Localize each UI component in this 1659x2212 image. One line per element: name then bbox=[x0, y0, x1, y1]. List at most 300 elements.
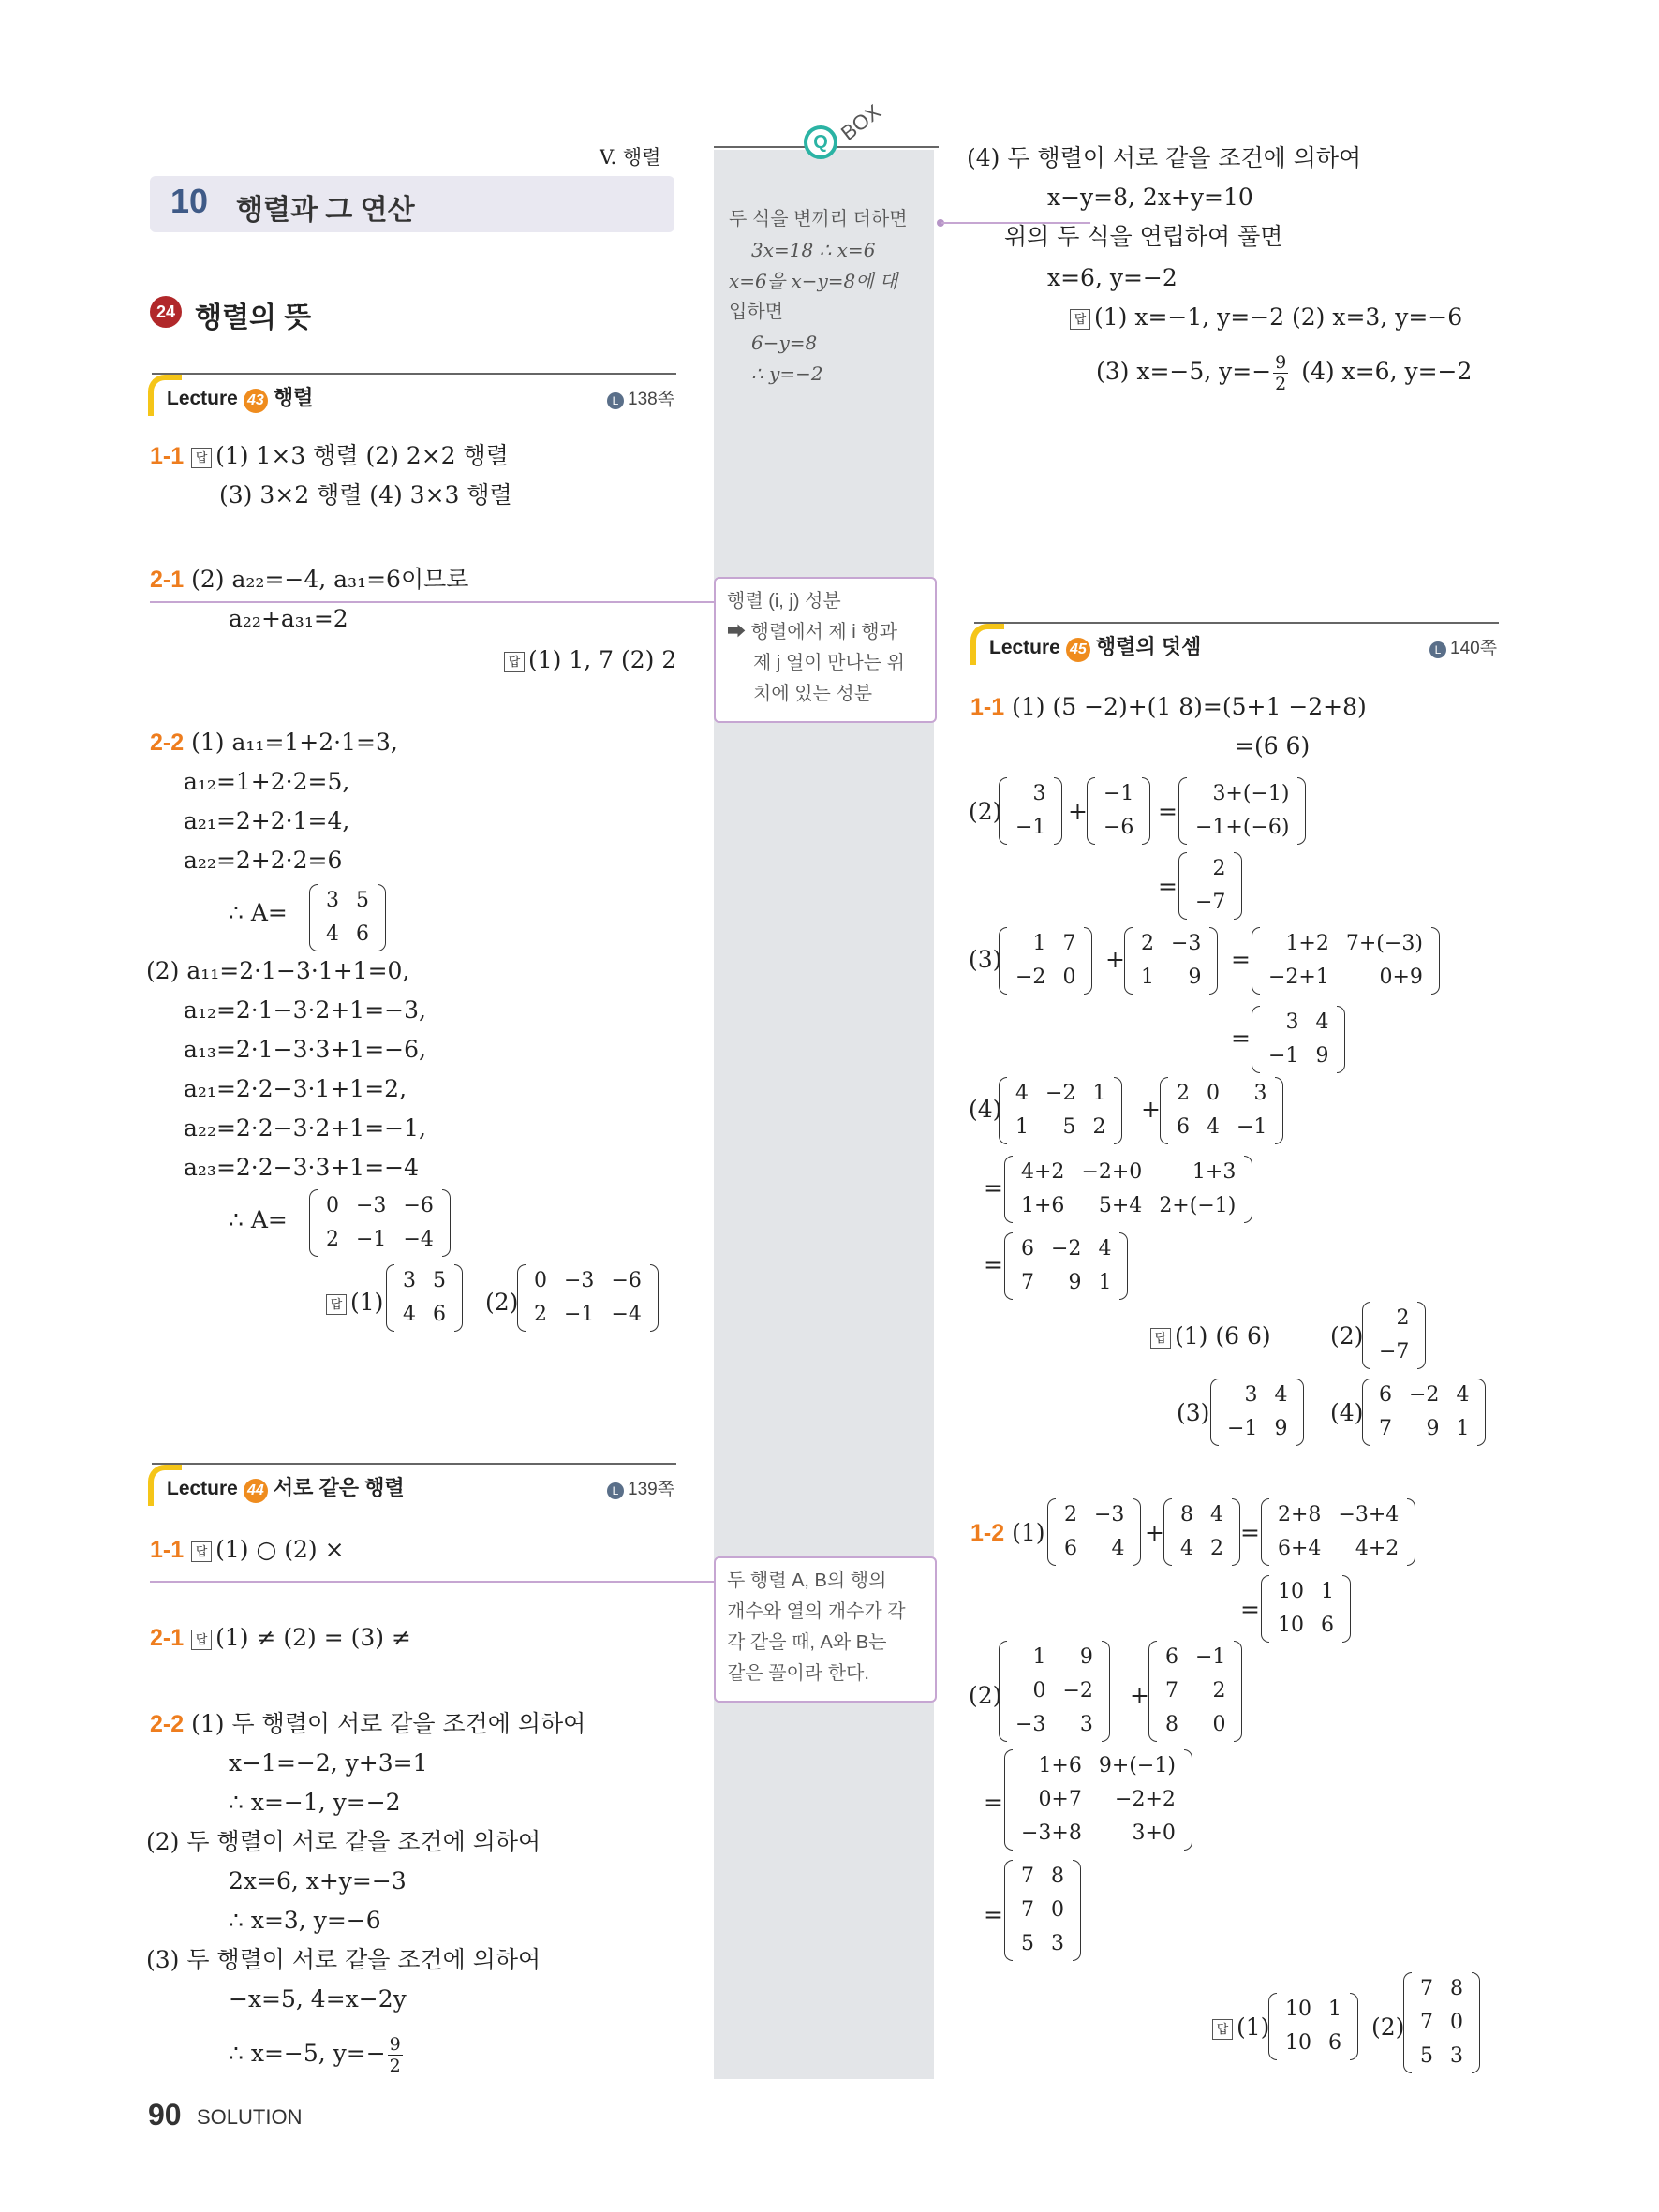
answer-mark: 답 bbox=[504, 652, 525, 672]
lecture-word: Lecture bbox=[989, 637, 1060, 658]
lecture-title: 서로 같은 행렬 bbox=[273, 1476, 405, 1499]
matrix-bracket bbox=[1350, 1993, 1358, 2060]
matrix-body bbox=[1172, 1498, 1232, 1566]
matrix bbox=[517, 1264, 659, 1332]
matrix-cell: 6 bbox=[1321, 1614, 1334, 1637]
answer-text: (3) x=−5, y=− bbox=[1096, 358, 1272, 385]
matrix-cell: 6 bbox=[1021, 1237, 1034, 1261]
answer-text: (1) (6 6) bbox=[1175, 1322, 1271, 1349]
matrix-cell: −3+4 bbox=[1338, 1503, 1400, 1526]
equals-sign: = bbox=[984, 1174, 1003, 1202]
matrix bbox=[1004, 1232, 1128, 1300]
matrix-cell: 6 bbox=[433, 1303, 446, 1326]
matrix-cell: 4 bbox=[1111, 1537, 1125, 1560]
chapter-number: 10 bbox=[170, 182, 209, 220]
matrix-cell: −3 bbox=[1171, 932, 1202, 955]
matrix bbox=[386, 1264, 463, 1332]
matrix-body bbox=[1013, 1232, 1119, 1300]
answer-mark: 답 bbox=[191, 1541, 212, 1562]
box-q-icon bbox=[804, 125, 837, 159]
lecture-word: Lecture bbox=[167, 1478, 238, 1499]
matrix-body bbox=[1219, 1379, 1296, 1446]
matrix-cell: 3+0 bbox=[1132, 1821, 1176, 1845]
problem-number: 1-2 bbox=[970, 1520, 1005, 1546]
matrix-cell: 0+9 bbox=[1379, 966, 1423, 989]
matrix-bracket bbox=[999, 927, 1007, 995]
solution-line: 2x=6, x+y=−3 bbox=[229, 1867, 407, 1895]
problem-44-2-2 bbox=[150, 1710, 585, 1738]
matrix-cell: 1 bbox=[1098, 1271, 1112, 1294]
matrix-cell: 6+4 bbox=[1278, 1537, 1322, 1560]
box-note-line: 개수와 열의 개수가 각 bbox=[727, 1601, 906, 1622]
answer-text: (1) bbox=[1237, 2013, 1270, 2041]
matrix-cell: 4 bbox=[1015, 1082, 1029, 1105]
matrix-bracket bbox=[1004, 1749, 1013, 1851]
section-header: V. 행렬 bbox=[600, 146, 661, 169]
box-note-line: 같은 꼴이라 한다. bbox=[727, 1663, 869, 1684]
matrix-body bbox=[1013, 1860, 1073, 1961]
problem-number: 2-2 bbox=[150, 730, 185, 756]
matrix bbox=[1004, 1749, 1192, 1851]
matrix-cell: 10 bbox=[1278, 1614, 1304, 1637]
solution-line: ∴ A= bbox=[229, 899, 288, 926]
matrix-body bbox=[1187, 852, 1234, 920]
matrix-cell: 2 bbox=[1141, 932, 1154, 955]
matrix-cell: −2 bbox=[1045, 1082, 1076, 1105]
fraction-numerator: 9 bbox=[1275, 352, 1287, 373]
matrix-cell: −2+1 bbox=[1268, 966, 1329, 989]
fraction-denominator: 2 bbox=[389, 2056, 401, 2076]
matrix-cell: 4 bbox=[1315, 1010, 1329, 1034]
matrix-cell: 0 bbox=[326, 1194, 339, 1217]
lecture-45-heading bbox=[989, 631, 1201, 662]
matrix bbox=[1124, 927, 1218, 995]
matrix-bracket bbox=[1054, 777, 1062, 845]
matrix-cell: 3 bbox=[1285, 1010, 1299, 1034]
problem-number: 2-1 bbox=[150, 567, 185, 593]
matrix bbox=[309, 884, 386, 951]
solution-line: ∴ A= bbox=[229, 1206, 288, 1233]
equals-sign: = bbox=[1231, 1025, 1251, 1052]
matrix-bracket bbox=[1210, 1379, 1219, 1446]
matrix-cell: 7+(−3) bbox=[1345, 932, 1423, 955]
matrix bbox=[1148, 1641, 1242, 1742]
matrix-bracket bbox=[1252, 927, 1260, 995]
matrix-bracket bbox=[1004, 1156, 1013, 1223]
matrix-bracket bbox=[1184, 1749, 1192, 1851]
answer-text: (2) bbox=[485, 1289, 519, 1316]
matrix-bracket bbox=[1004, 1232, 1013, 1300]
box-note-line: 각 같을 때, A와 B는 bbox=[727, 1632, 887, 1653]
matrix-bracket bbox=[1362, 1379, 1370, 1446]
box-q-letter: Q bbox=[813, 132, 828, 153]
matrix-bracket bbox=[1268, 1993, 1277, 2060]
matrix-cell: 4 bbox=[1274, 1383, 1288, 1407]
equals-sign: = bbox=[984, 1901, 1003, 1928]
matrix-cell: 2 bbox=[326, 1228, 339, 1251]
matrix-cell: 7 bbox=[1021, 1898, 1034, 1922]
solution-line: x=6, y=−2 bbox=[1047, 264, 1178, 291]
matrix-bracket bbox=[1362, 1302, 1370, 1369]
matrix-cell: 7 bbox=[1021, 1271, 1034, 1294]
matrix-cell: 6 bbox=[1064, 1537, 1077, 1560]
matrix-cell: 6 bbox=[1165, 1645, 1178, 1669]
solution-line: (1) (5 −2)+(1 8)=(5+1 −2+8) bbox=[1012, 693, 1367, 720]
answer-45-1-1 bbox=[1150, 1322, 1271, 1350]
matrix-bracket bbox=[1407, 1498, 1415, 1566]
matrix-cell: 6 bbox=[1177, 1115, 1190, 1139]
matrix-cell: −7 bbox=[1379, 1340, 1410, 1364]
problem-44-2-1 bbox=[150, 1624, 411, 1652]
matrix-cell: 5 bbox=[1420, 2044, 1433, 2068]
part-label: (2) bbox=[969, 798, 1002, 825]
matrix-cell: −4 bbox=[611, 1303, 642, 1326]
matrix-bracket bbox=[1234, 852, 1242, 920]
answer-mark: 답 bbox=[1150, 1328, 1171, 1349]
matrix-cell: 2 bbox=[534, 1303, 547, 1326]
matrix-bracket bbox=[1403, 1972, 1412, 2073]
matrix-body bbox=[1157, 1641, 1234, 1742]
problem-2-1 bbox=[150, 566, 468, 594]
page-number: 90 bbox=[148, 2098, 182, 2131]
matrix-cell: −2 bbox=[1015, 966, 1046, 989]
matrix-body bbox=[318, 884, 378, 951]
matrix-cell: 5+4 bbox=[1098, 1194, 1143, 1217]
answer-text: (1) ○ (2) × bbox=[215, 1536, 345, 1563]
matrix-cell: 4 bbox=[1210, 1503, 1223, 1526]
connector-line bbox=[150, 1581, 714, 1583]
matrix-bracket bbox=[1073, 1860, 1081, 1961]
matrix-bracket bbox=[1337, 1006, 1345, 1073]
matrix-cell: 0+7 bbox=[1038, 1788, 1082, 1811]
solution-line: (1) a₁₁=1+2·1=3, bbox=[191, 729, 398, 756]
matrix bbox=[1362, 1379, 1486, 1446]
matrix-cell: 2+8 bbox=[1278, 1503, 1322, 1526]
problem-number: 1-1 bbox=[150, 1537, 185, 1563]
matrix-cell: 7 bbox=[1165, 1679, 1178, 1703]
matrix-body bbox=[1277, 1993, 1350, 2060]
problem-1-1 bbox=[150, 442, 509, 470]
problem-2-2 bbox=[150, 729, 398, 757]
part-label: (1) bbox=[1012, 1519, 1045, 1546]
matrix-cell: 4 bbox=[1456, 1383, 1470, 1407]
matrix-cell: 2+(−1) bbox=[1159, 1194, 1237, 1217]
matrix-cell: 8 bbox=[1180, 1503, 1193, 1526]
matrix-cell: 2 bbox=[1177, 1082, 1190, 1105]
matrix-bracket bbox=[1252, 1006, 1260, 1073]
matrix-cell: 6 bbox=[1328, 2031, 1341, 2055]
matrix-body bbox=[1007, 1641, 1102, 1742]
box-note-line: 두 행렬 A, B의 행의 bbox=[727, 1571, 887, 1591]
part-label: (4) bbox=[969, 1096, 1002, 1123]
matrix-bracket bbox=[1119, 1232, 1128, 1300]
matrix bbox=[1004, 1860, 1081, 1961]
lecture-title: 행렬 bbox=[273, 386, 314, 409]
solution-line: a₁₂=2·1−3·2+1=−3, bbox=[184, 996, 426, 1024]
box-note-line: 제 j 열이 만나는 위 bbox=[753, 653, 905, 673]
matrix-cell: 3 bbox=[1079, 1713, 1093, 1736]
matrix bbox=[1087, 777, 1150, 845]
fraction bbox=[388, 2034, 403, 2076]
matrix-cell: 2 bbox=[1396, 1306, 1410, 1330]
page-ref: 139쪽 bbox=[628, 1480, 675, 1499]
matrix-cell: 1+6 bbox=[1021, 1194, 1065, 1217]
answer-2-2 bbox=[326, 1289, 383, 1317]
matrix-bracket bbox=[378, 884, 386, 951]
part-label: (3) bbox=[969, 946, 1002, 973]
matrix-cell: 6 bbox=[1379, 1383, 1392, 1407]
matrix-bracket bbox=[999, 777, 1007, 845]
matrix-cell: 5 bbox=[433, 1269, 446, 1292]
matrix-cell: −1 bbox=[1237, 1115, 1267, 1139]
matrix bbox=[1004, 1156, 1252, 1223]
matrix-cell: 3 bbox=[326, 889, 339, 912]
equals-sign: = bbox=[984, 1789, 1003, 1816]
problem-number: 2-1 bbox=[150, 1625, 185, 1651]
matrix-body bbox=[1133, 927, 1209, 995]
matrix-cell: 3 bbox=[403, 1269, 416, 1292]
matrix-cell: 0 bbox=[534, 1269, 547, 1292]
matrix-body bbox=[1007, 777, 1054, 845]
equals-sign: = bbox=[1158, 798, 1178, 825]
matrix-cell: 8 bbox=[1450, 1977, 1463, 2000]
matrix-body bbox=[1187, 777, 1297, 845]
matrix-cell: 4+2 bbox=[1355, 1537, 1400, 1560]
matrix-cell: 9 bbox=[1068, 1271, 1082, 1294]
solution-line bbox=[229, 2034, 403, 2076]
matrix-cell: 3 bbox=[1032, 782, 1046, 805]
matrix-bracket bbox=[1114, 1077, 1122, 1144]
chapter-title: 행렬과 그 연산 bbox=[236, 195, 415, 226]
matrix-cell: 9+(−1) bbox=[1098, 1754, 1176, 1777]
matrix-bracket bbox=[1209, 927, 1218, 995]
matrix-bracket bbox=[1160, 1077, 1168, 1144]
matrix-cell: 4 bbox=[1180, 1537, 1193, 1560]
matrix-cell: −1+(−6) bbox=[1195, 816, 1290, 839]
topic-badge bbox=[150, 296, 182, 328]
matrix-cell: 0 bbox=[1450, 2011, 1463, 2034]
matrix-bracket bbox=[1163, 1498, 1172, 1566]
matrix-bracket bbox=[1261, 1575, 1269, 1643]
matrix-bracket bbox=[999, 1077, 1007, 1144]
solution-line: a₂₂+a₃₁=2 bbox=[229, 605, 348, 632]
footer-label: SOLUTION bbox=[197, 2105, 303, 2129]
matrix bbox=[1252, 1006, 1345, 1073]
matrix-bracket bbox=[1178, 852, 1187, 920]
matrix-bracket bbox=[1084, 927, 1092, 995]
problem-number: 1-1 bbox=[150, 443, 185, 469]
matrix bbox=[999, 927, 1092, 995]
matrix-bracket bbox=[1234, 1641, 1242, 1742]
equals-sign: = bbox=[1240, 1596, 1260, 1623]
matrix-cell: 9 bbox=[1426, 1417, 1440, 1440]
matrix-body bbox=[1269, 1498, 1407, 1566]
matrix-cell: −3 bbox=[1015, 1713, 1046, 1736]
problem-45-1-1 bbox=[970, 693, 1367, 721]
matrix-cell: 1 bbox=[1015, 1115, 1029, 1139]
solution-line: x−1=−2, y+3=1 bbox=[229, 1749, 428, 1777]
solution-text: ∴ x=−5, y=− bbox=[229, 2040, 386, 2067]
solution-line: =(6 6) bbox=[1235, 732, 1311, 759]
solution-line: a₂₁=2·2−3·1+1=2, bbox=[184, 1075, 407, 1102]
matrix-body bbox=[318, 1189, 442, 1257]
box-note-line: 3x=18 ∴ x=6 bbox=[751, 239, 876, 261]
answer-text: (1) x=−1, y=−2 (2) x=3, y=−6 bbox=[1094, 303, 1463, 331]
answer-2-1 bbox=[504, 646, 676, 674]
matrix-cell: 8 bbox=[1051, 1865, 1064, 1888]
answer-mark: 답 bbox=[326, 1294, 347, 1315]
box-note-line: x=6을 x−y=8에 대 bbox=[729, 270, 898, 292]
fraction-numerator: 9 bbox=[389, 2034, 401, 2055]
answer-text: (1) 1, 7 (2) 2 bbox=[528, 646, 677, 673]
topic-title: 행렬의 뜻 bbox=[195, 302, 312, 333]
box-note-line: 6−y=8 bbox=[751, 332, 818, 354]
matrix-cell: 2 bbox=[1210, 1537, 1223, 1560]
matrix-bracket bbox=[442, 1189, 451, 1257]
matrix-cell: 4 bbox=[326, 922, 339, 946]
lecture-43-heading bbox=[167, 382, 313, 413]
matrix-body bbox=[1168, 1077, 1275, 1144]
matrix-cell: −2+2 bbox=[1115, 1788, 1176, 1811]
matrix-cell: −7 bbox=[1195, 891, 1226, 914]
matrix-body bbox=[1412, 1972, 1472, 2073]
matrix-body bbox=[1056, 1498, 1133, 1566]
matrix-cell: 7 bbox=[1062, 932, 1076, 955]
matrix-cell: 1 bbox=[1092, 1082, 1106, 1105]
matrix-cell: −1 bbox=[1104, 782, 1134, 805]
matrix-cell: 1 bbox=[1032, 1645, 1046, 1669]
matrix-bracket bbox=[1232, 1498, 1240, 1566]
page-ref-icon: L bbox=[1429, 641, 1446, 658]
matrix-cell: −2 bbox=[1409, 1383, 1440, 1407]
matrix-cell: −1 bbox=[564, 1303, 595, 1326]
matrix-cell: −3 bbox=[564, 1269, 595, 1292]
lecture-number: 44 bbox=[244, 1479, 268, 1503]
matrix-cell: 4 bbox=[1207, 1115, 1220, 1139]
matrix-cell: −3+8 bbox=[1021, 1821, 1082, 1845]
answer-44-2-2 bbox=[1070, 303, 1462, 332]
solution-line: a₂₁=2+2·1=4, bbox=[184, 807, 350, 834]
matrix-cell: 1+6 bbox=[1038, 1754, 1082, 1777]
solution-line: (3) 두 행렬이 서로 같을 조건에 의하여 bbox=[146, 1946, 541, 1973]
lecture-44-pageref bbox=[607, 1475, 674, 1500]
matrix bbox=[1178, 777, 1306, 845]
matrix-cell: 5 bbox=[1062, 1115, 1076, 1139]
box-note-line: 두 식을 변끼리 더하면 bbox=[729, 209, 908, 229]
matrix-cell: 3+(−1) bbox=[1212, 782, 1290, 805]
matrix bbox=[999, 777, 1062, 845]
matrix-cell: 1+2 bbox=[1285, 932, 1329, 955]
solution-line: (4) 두 행렬이 서로 같을 조건에 의하여 bbox=[967, 144, 1362, 171]
matrix-bracket bbox=[309, 1189, 318, 1257]
matrix-cell: 1 bbox=[1321, 1580, 1334, 1603]
problem-44-1-1 bbox=[150, 1536, 345, 1564]
plus-sign: + bbox=[1068, 798, 1088, 825]
lecture-45-line bbox=[974, 622, 1499, 624]
matrix-cell: 9 bbox=[1079, 1645, 1093, 1669]
matrix-cell: 4+2 bbox=[1021, 1160, 1065, 1184]
matrix-bracket bbox=[1124, 927, 1133, 995]
matrix-cell: 1 bbox=[1032, 932, 1046, 955]
matrix-cell: −1 bbox=[356, 1228, 387, 1251]
matrix-cell: 1 bbox=[1141, 966, 1154, 989]
matrix-cell: −6 bbox=[611, 1269, 642, 1292]
solution-line: ∴ x=3, y=−6 bbox=[229, 1907, 381, 1934]
lecture-45-pageref bbox=[1429, 634, 1497, 659]
matrix-cell: 5 bbox=[356, 889, 369, 912]
matrix-cell: 3 bbox=[1253, 1082, 1267, 1105]
matrix-body bbox=[1007, 927, 1084, 995]
matrix bbox=[1160, 1077, 1283, 1144]
solution-line: 위의 두 식을 연립하여 풀면 bbox=[1004, 223, 1283, 250]
matrix-bracket bbox=[1275, 1077, 1283, 1144]
matrix-bracket bbox=[1142, 777, 1150, 845]
matrix-bracket bbox=[1297, 777, 1306, 845]
equals-sign: = bbox=[1231, 946, 1251, 973]
plus-sign: + bbox=[1130, 1682, 1149, 1709]
matrix-cell: 3 bbox=[1244, 1383, 1258, 1407]
solution-line: a₂₂=2+2·2=6 bbox=[184, 847, 343, 874]
box-note-3 bbox=[714, 1556, 937, 1703]
matrix-body bbox=[1370, 1302, 1417, 1369]
lecture-number: 45 bbox=[1066, 638, 1090, 662]
matrix-cell: 10 bbox=[1285, 1998, 1311, 2021]
matrix-cell: −3 bbox=[356, 1194, 387, 1217]
matrix-cell: 10 bbox=[1285, 2031, 1311, 2055]
box-note-line: 입하면 bbox=[729, 302, 783, 322]
matrix-bracket bbox=[454, 1264, 463, 1332]
answer-text: (1) bbox=[350, 1289, 384, 1316]
solution-line: x−y=8, 2x+y=10 bbox=[1047, 184, 1253, 211]
matrix-cell: −1 bbox=[1015, 816, 1046, 839]
box-note-2 bbox=[714, 577, 937, 723]
matrix-cell: 3 bbox=[1051, 1932, 1064, 1955]
answer-text: (3) 3×2 행렬 (4) 3×3 행렬 bbox=[219, 481, 512, 509]
matrix-bracket bbox=[1087, 777, 1095, 845]
lecture-43-pageref bbox=[607, 385, 674, 410]
answer-line bbox=[1096, 352, 1472, 394]
plus-sign: + bbox=[1105, 946, 1125, 973]
solution-line: ∴ x=−1, y=−2 bbox=[229, 1789, 401, 1816]
matrix bbox=[309, 1189, 451, 1257]
matrix-cell: 9 bbox=[1315, 1044, 1329, 1068]
matrix-cell: −6 bbox=[403, 1194, 434, 1217]
lecture-title: 행렬의 덧셈 bbox=[1095, 635, 1202, 658]
problem-45-1-2 bbox=[970, 1519, 1045, 1547]
matrix-cell: 4 bbox=[403, 1303, 416, 1326]
fraction bbox=[1273, 352, 1288, 394]
matrix-bracket bbox=[309, 884, 318, 951]
matrix-body bbox=[1013, 1156, 1244, 1223]
matrix-bracket bbox=[1296, 1379, 1304, 1446]
page-ref: 138쪽 bbox=[628, 390, 675, 409]
matrix-cell: 10 bbox=[1278, 1580, 1304, 1603]
matrix-body bbox=[1260, 1006, 1337, 1073]
matrix bbox=[1252, 927, 1440, 995]
matrix-body bbox=[394, 1264, 454, 1332]
box-note-line: ∴ y=−2 bbox=[751, 362, 823, 385]
matrix-body bbox=[1095, 777, 1142, 845]
matrix-body bbox=[1013, 1749, 1184, 1851]
matrix-cell: 0 bbox=[1032, 1679, 1046, 1703]
box-label: BOX bbox=[836, 99, 885, 145]
page-ref-icon: L bbox=[607, 392, 624, 409]
page-ref: 140쪽 bbox=[1450, 639, 1498, 658]
problem-number: 2-2 bbox=[150, 1711, 185, 1737]
matrix bbox=[1403, 1972, 1480, 2073]
matrix-bracket bbox=[1417, 1302, 1426, 1369]
answer-mark: 답 bbox=[191, 448, 212, 468]
